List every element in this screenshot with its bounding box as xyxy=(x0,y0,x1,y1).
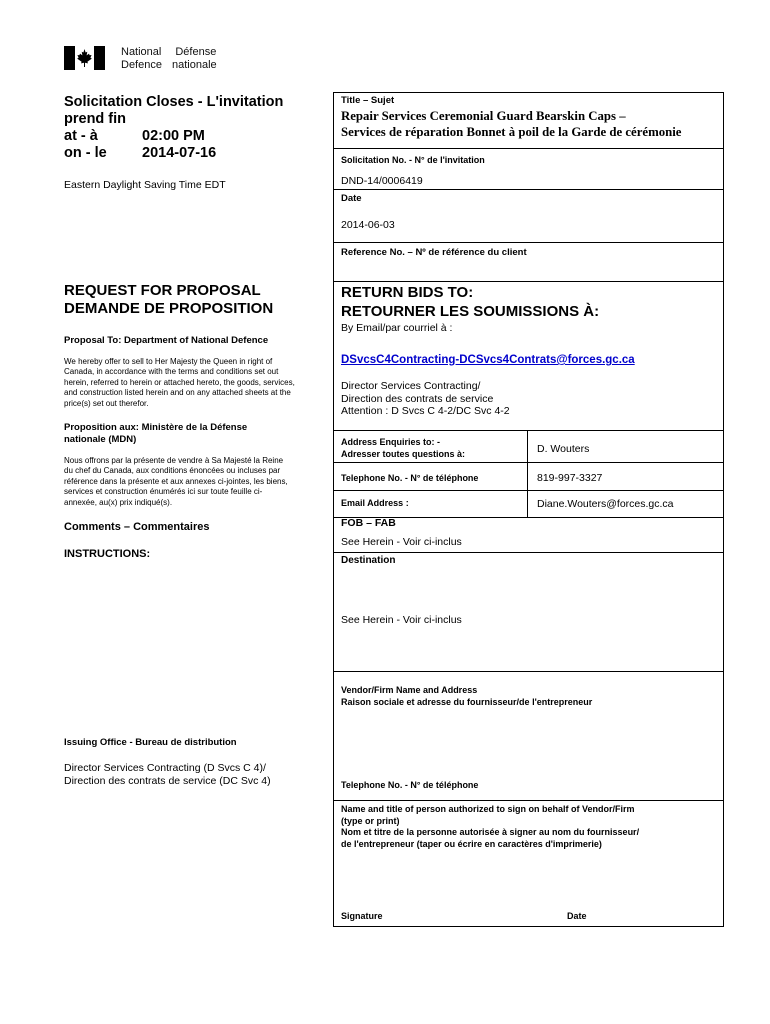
divider xyxy=(334,671,723,672)
issuing-office-value xyxy=(64,762,271,787)
return-bids-heading xyxy=(341,283,599,321)
title-value-fr: Services de réparation Bonnet à poil de la Garde de cérémonie xyxy=(341,125,682,139)
divider xyxy=(334,281,723,282)
vendor-telephone-label: Telephone No. - N° de téléphone xyxy=(341,780,479,790)
signatory-label xyxy=(341,804,639,850)
fob-label: FOB – FAB xyxy=(341,517,396,529)
return-bids-address xyxy=(341,380,510,418)
signature-label: Signature xyxy=(341,911,383,921)
return-bids-email-link[interactable]: DSvcsC4Contracting-DCSvcs4Contrats@forces.gc.ca xyxy=(341,354,635,366)
proposal-to-body-en: We hereby offer to sell to Her Majesty the Queen in right of Canada, in accordance with the terms and conditions set out herein, referred to herein or attached hereto, the goods, services, and construction listed herein and on any attached sheets at the price(s) set out therefor. xyxy=(64,357,295,408)
closes-at-label: at - à xyxy=(64,128,98,144)
closes-time: 02:00 PM xyxy=(142,128,205,144)
right-info-box xyxy=(333,92,724,927)
enquiries-telephone-value: 819-997-3327 xyxy=(537,472,603,484)
proposal-to-heading-en: Proposal To: Department of National Defence xyxy=(64,335,269,346)
flag-bar-right xyxy=(94,46,105,70)
signatory-line3: Nom et titre de la personne autorisée à signer au nom du fournisseur/ xyxy=(341,827,640,837)
divider xyxy=(334,242,723,243)
vendor-label-fr: Raison sociale et adresse du fournisseur/de l'entrepreneur xyxy=(341,696,593,707)
title-label: Title – Sujet xyxy=(341,95,395,106)
vendor-name-address-label xyxy=(341,685,592,708)
proposal-to-heading-fr: Proposition aux: Ministère de la Défense nationale (MDN) xyxy=(64,422,248,445)
closes-date: 2014-07-16 xyxy=(142,145,217,161)
reference-number-label: Reference No. – Nº de référence du client xyxy=(341,247,527,258)
divider xyxy=(334,189,723,190)
flag-bar-left xyxy=(64,46,75,70)
logo-text-line1: National Défense xyxy=(121,46,217,58)
return-bids-address-line3: Attention : D Svcs C 4-2/DC Svc 4-2 xyxy=(341,405,510,417)
enquiries-email-label: Email Address : xyxy=(341,498,409,508)
return-bids-address-line1: Director Services Contracting/ xyxy=(341,380,481,392)
comments-label: Comments – Commentaires xyxy=(64,521,210,533)
rfp-heading xyxy=(64,282,273,318)
divider xyxy=(334,148,723,149)
enquiries-column-divider xyxy=(527,430,528,517)
rfp-heading-en: REQUEST FOR PROPOSAL xyxy=(64,282,261,299)
solicitation-number-label: Solicitation No. - N° de l'invitation xyxy=(341,155,485,165)
enquiries-label-fr: Adresser toutes questions à: xyxy=(341,448,466,459)
return-bids-address-line2: Direction des contrats de service xyxy=(341,392,494,405)
government-logo xyxy=(64,46,234,76)
enquiries-email-value: Diane.Wouters@forces.gc.ca xyxy=(537,498,674,510)
date-label: Date xyxy=(341,193,362,204)
maple-leaf-icon xyxy=(76,46,93,70)
timezone-text: Eastern Daylight Saving Time EDT xyxy=(64,179,226,191)
closes-title-line2: prend fin xyxy=(64,111,127,127)
divider xyxy=(334,490,723,491)
vendor-label-en: Vendor/Firm Name and Address xyxy=(341,685,478,695)
enquiries-label-en: Address Enquiries to: - xyxy=(341,437,441,447)
logo-text-line2: Defence nationale xyxy=(121,59,217,71)
enquiries-telephone-label: Telephone No. - N° de téléphone xyxy=(341,473,479,483)
rfp-heading-fr: DEMANDE DE PROPOSITION xyxy=(64,300,274,317)
divider xyxy=(334,800,723,801)
fob-value: See Herein - Voir ci-inclus xyxy=(341,536,462,548)
enquiries-label xyxy=(341,437,465,460)
return-bids-by-email: By Email/par courriel à : xyxy=(341,322,453,334)
enquiries-name: D. Wouters xyxy=(537,443,590,455)
signatory-line2: (type or print) xyxy=(341,815,400,826)
instructions-label: INSTRUCTIONS: xyxy=(64,548,151,560)
proposal-to-body-fr: Nous offrons par la présente de vendre à Sa Majesté la Reine du chef du Canada, aux conditions énoncées ou incluses par référence dans la présente et aux annexes ci-jointes, les biens, services et construction énumérés ici sur toute feuille ci-annexée, au(x) prix indiqué(s). xyxy=(64,456,288,507)
issuing-office-line1: Director Services Contracting (D Svcs C 4)/ xyxy=(64,762,266,774)
destination-label: Destination xyxy=(341,555,396,566)
return-bids-heading-en: RETURN BIDS TO: xyxy=(341,284,474,301)
return-bids-heading-fr: RETOURNER LES SOUMISSIONS À: xyxy=(341,303,600,320)
signatory-line1: Name and title of person authorized to sign on behalf of Vendor/Firm xyxy=(341,804,635,814)
signatory-line4: de l'entrepreneur (taper ou écrire en caractères d'imprimerie) xyxy=(341,838,602,849)
divider xyxy=(334,552,723,553)
solicitation-number-value: DND-14/0006419 xyxy=(341,175,423,187)
title-value xyxy=(341,108,682,140)
destination-value: See Herein - Voir ci-inclus xyxy=(341,614,462,626)
title-value-en: Repair Services Ceremonial Guard Bearskin Caps – xyxy=(341,109,626,123)
signature-date-label: Date xyxy=(567,911,587,921)
date-value: 2014-06-03 xyxy=(341,219,395,231)
divider xyxy=(334,462,723,463)
closes-on-label: on - le xyxy=(64,145,107,161)
issuing-office-line2: Direction des contrats de service (DC Svc 4) xyxy=(64,774,271,787)
closes-title-line1: Solicitation Closes - L'invitation xyxy=(64,94,284,110)
solicitation-closes-block xyxy=(64,94,283,162)
issuing-office-label: Issuing Office - Bureau de distribution xyxy=(64,737,237,748)
return-bids-email-link-wrap xyxy=(341,350,635,368)
divider xyxy=(334,430,723,431)
